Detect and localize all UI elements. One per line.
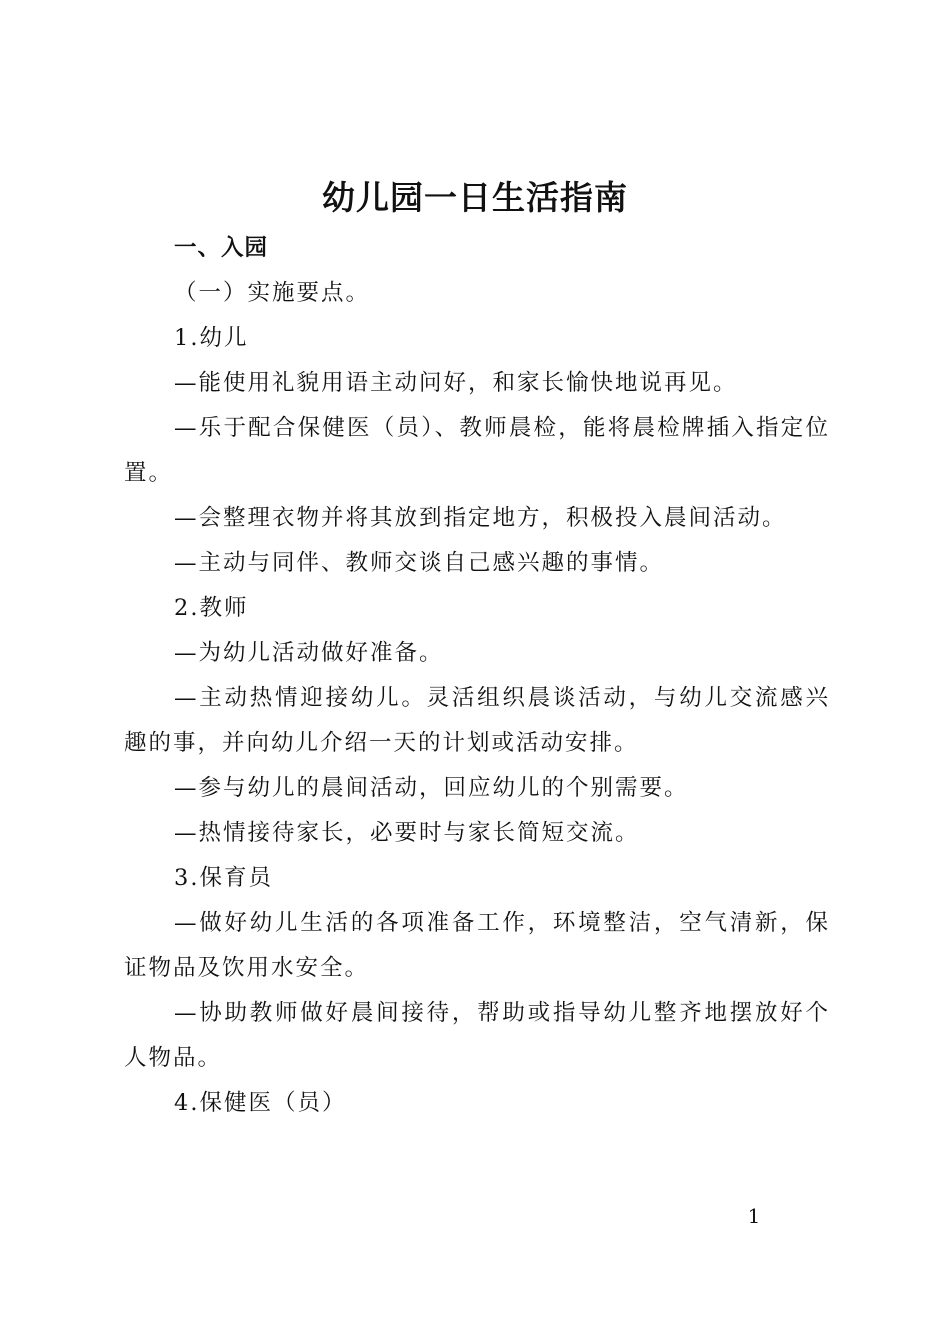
role-heading-health-staff: 4.保健医（员）: [174, 1090, 347, 1116]
page-number: 1: [747, 1204, 761, 1228]
subsection-heading-key-points: （一）实施要点。: [174, 280, 371, 306]
list-item: —主动与同伴、教师交谈自己感兴趣的事情。: [174, 550, 665, 576]
list-item: —参与幼儿的晨间活动，回应幼儿的个别需要。: [174, 775, 689, 801]
section-heading-entry: 一、入园: [174, 235, 269, 261]
role-heading-teacher: 2.教师: [174, 595, 249, 621]
list-item: —协助教师做好晨间接待，帮助或指导幼儿整齐地摆放好个人物品。: [124, 1000, 830, 1071]
list-item: —热情接待家长，必要时与家长简短交流。: [174, 820, 640, 846]
list-item: —为幼儿活动做好准备。: [174, 640, 444, 666]
document-body: [124, 226, 830, 1126]
role-heading-caregiver: 3.保育员: [174, 865, 273, 891]
list-item: —主动热情迎接幼儿。灵活组织晨谈活动，与幼儿交流感兴趣的事，并向幼儿介绍一天的计划或活动安排。: [124, 685, 830, 756]
list-item: —会整理衣物并将其放到指定地方，积极投入晨间活动。: [174, 505, 787, 531]
list-item: —乐于配合保健医（员）、教师晨检，能将晨检牌插入指定位置。: [124, 415, 830, 486]
role-heading-children: 1.幼儿: [174, 325, 249, 351]
document-title: 幼儿园一日生活指南: [322, 178, 628, 217]
list-item: —做好幼儿生活的各项准备工作，环境整洁，空气清新，保证物品及饮用水安全。: [124, 910, 830, 981]
list-item: —能使用礼貌用语主动问好，和家长愉快地说再见。: [174, 370, 738, 396]
